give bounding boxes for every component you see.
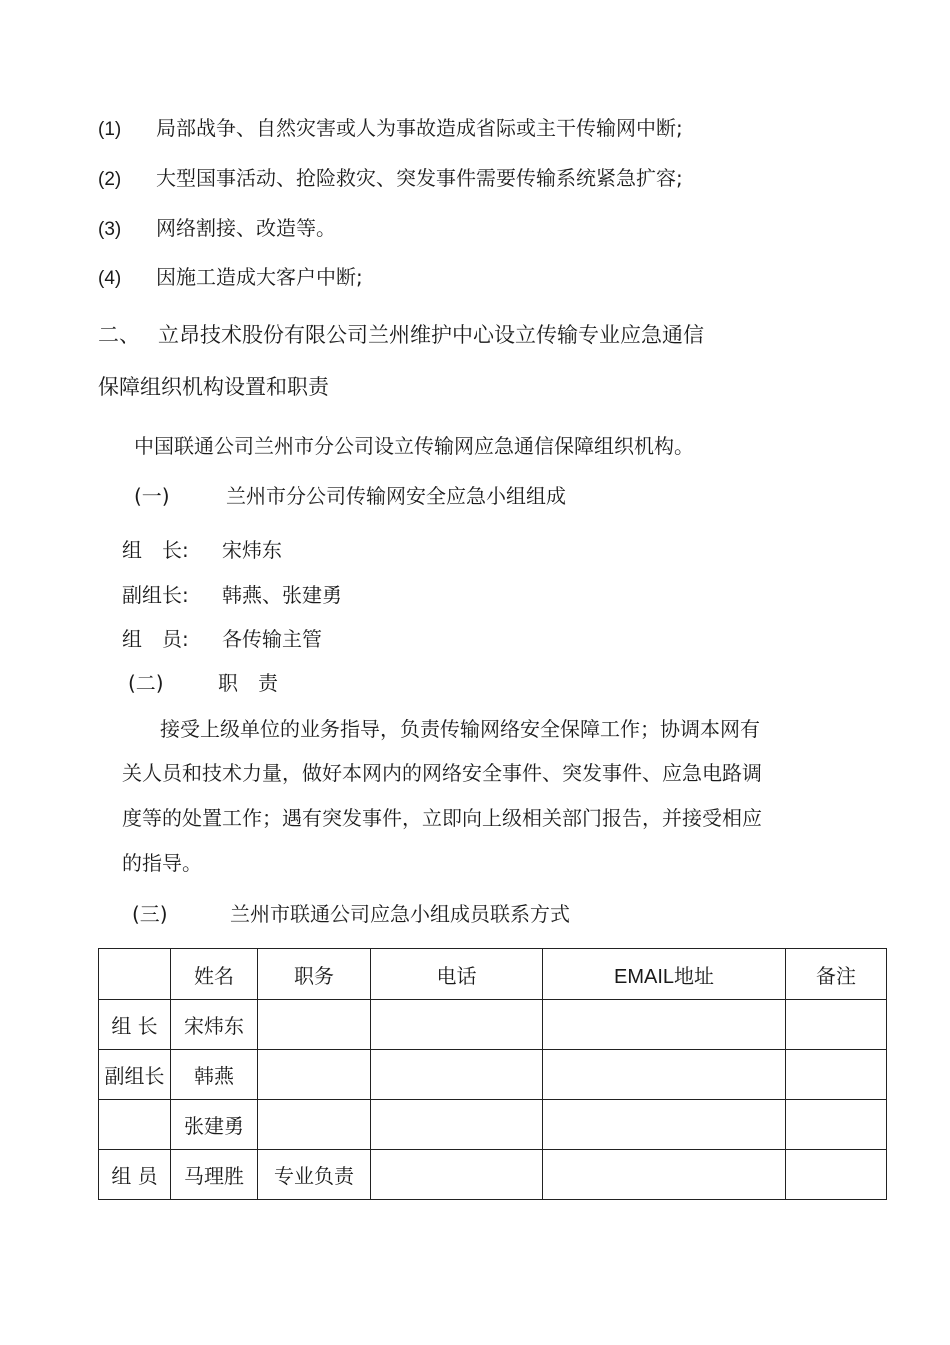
list-marker: (1) [98, 119, 122, 140]
cell-phone [371, 1150, 543, 1200]
contacts-table [98, 948, 887, 1200]
member-role: 组 长: [122, 538, 189, 562]
member-names: 各传输主管 [222, 627, 322, 651]
member-names: 宋炜东 [222, 538, 282, 562]
cell-name: 韩燕 [171, 1050, 258, 1100]
cell-role: 副组长 [99, 1050, 171, 1100]
subsection-title: 兰州市联通公司应急小组成员联系方式 [230, 902, 570, 926]
cell-notes [786, 1000, 887, 1050]
cell-phone [371, 1100, 543, 1150]
cell-notes [786, 1150, 887, 1200]
cell-position [258, 1100, 371, 1150]
cell-notes [786, 1100, 887, 1150]
section-heading: 立昂技术股份有限公司兰州维护中心设立传输专业应急通信 [158, 323, 704, 347]
list-marker: (3) [98, 219, 122, 240]
table-row [99, 1150, 887, 1200]
paragraph-line: 的指导。 [122, 851, 202, 875]
list-item [98, 116, 121, 142]
cell-position: 专业负责 [258, 1150, 371, 1200]
cell-phone [371, 1000, 543, 1050]
cell-position [258, 1050, 371, 1100]
list-marker: (4) [98, 268, 122, 289]
cell-name: 宋炜东 [171, 1000, 258, 1050]
cell-email [543, 1000, 786, 1050]
cell-role: 组 长 [99, 1000, 171, 1050]
cell-role [99, 1100, 171, 1150]
cell-phone [371, 1050, 543, 1100]
cell-role: 组 员 [99, 1150, 171, 1200]
subsection-marker: (二) [128, 671, 164, 695]
table-row [99, 1100, 887, 1150]
list-item-text: 网络割接、改造等。 [156, 216, 336, 240]
section-marker: 二、 [98, 323, 140, 347]
cell-email [543, 1100, 786, 1150]
cell-position [258, 1000, 371, 1050]
cell-email [543, 1150, 786, 1200]
list-item [98, 216, 121, 242]
section-intro: 中国联通公司兰州市分公司设立传输网应急通信保障组织机构。 [134, 434, 694, 458]
subsection-title: 兰州市分公司传输网安全应急小组组成 [226, 484, 566, 508]
list-item [98, 265, 121, 291]
cell-name: 马理胜 [171, 1150, 258, 1200]
header-cell-phone: 电话 [371, 949, 543, 1000]
list-item-text: 因施工造成大客户中断; [156, 265, 363, 289]
paragraph-line: 度等的处置工作；遇有突发事件，立即向上级相关部门报告，并接受相应 [122, 806, 762, 830]
list-item-text: 局部战争、自然灾害或人为事故造成省际或主干传输网中断; [156, 116, 683, 140]
header-cell-name: 姓名 [171, 949, 258, 1000]
cell-email [543, 1050, 786, 1100]
paragraph-line: 关人员和技术力量，做好本网内的网络安全事件、突发事件、应急电路调 [122, 761, 762, 785]
header-cell-email: EMAIL地址 [543, 949, 786, 1000]
header-cell-role [99, 949, 171, 1000]
subsection-marker: (三) [132, 902, 168, 926]
list-item-text: 大型国事活动、抢险救灾、突发事件需要传输系统紧急扩容; [156, 166, 683, 190]
table-row [99, 1050, 887, 1100]
subsection-title: 职 责 [218, 671, 278, 695]
list-item [98, 166, 121, 192]
cell-notes [786, 1050, 887, 1100]
cell-name: 张建勇 [171, 1100, 258, 1150]
section-heading-continued: 保障组织机构设置和职责 [98, 375, 329, 399]
table-header-row [99, 949, 887, 1000]
subsection-marker: (一) [134, 484, 170, 508]
table-row [99, 1000, 887, 1050]
member-role: 副组长: [122, 583, 189, 607]
list-marker: (2) [98, 169, 122, 190]
paragraph-line: 接受上级单位的业务指导，负责传输网络安全保障工作；协调本网有 [160, 717, 760, 741]
header-cell-notes: 备注 [786, 949, 887, 1000]
member-names: 韩燕、张建勇 [222, 583, 342, 607]
member-role: 组 员: [122, 627, 189, 651]
header-cell-position: 职务 [258, 949, 371, 1000]
